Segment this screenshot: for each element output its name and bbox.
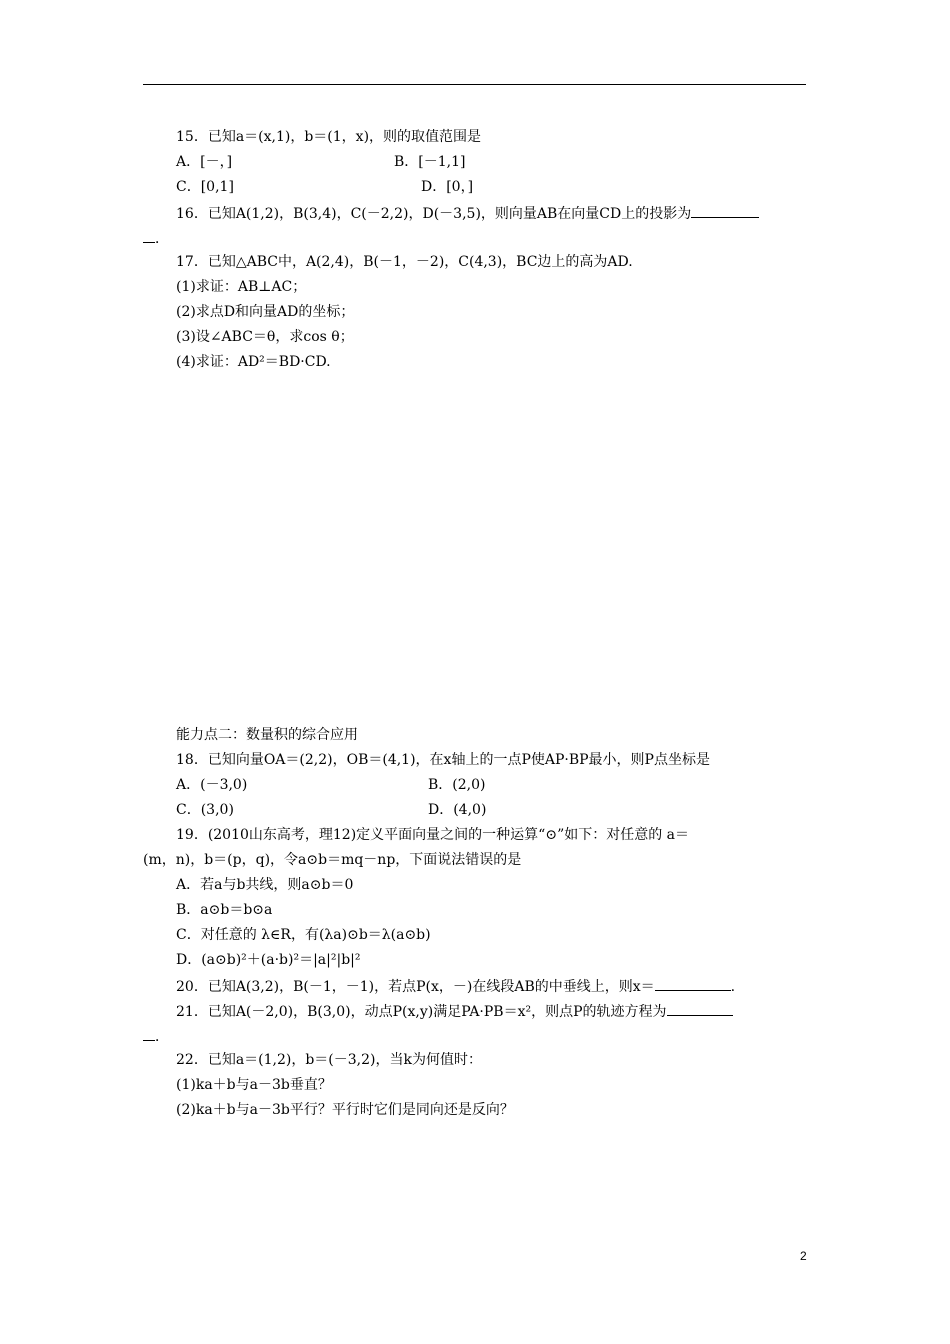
q21-end: ． [155,1029,169,1045]
q17-stem: 17．已知△ABC中，A(2,4)，B(－1，－2)，C(4,3)，BC边上的高为AD. [176,254,633,270]
q16-end-line [143,228,169,248]
q18-option-a: A．(－3,0) [176,777,248,793]
q17-part-2: (2)求点D和向量AD的坐标； [176,304,355,320]
q16-end: ． [155,231,169,247]
q15-option-b: B．[－1,1] [394,154,466,170]
q15-option-d: D．[0，] [421,179,474,195]
q21-stem-line [176,1001,733,1021]
q16-answer-blank [691,203,759,218]
q15-option-a: A．[－，] [176,154,233,170]
q19-option-b: B．a⊙b＝b⊙a [176,902,273,918]
q20-end: . [730,979,736,995]
q21-answer-blank-cont [143,1026,155,1041]
q19-stem-line1: 19．(2010山东高考，理12)定义平面向量之间的一种运算“⊙”如下：对任意的 a＝ [176,827,690,843]
q17-part-3: (3)设∠ABC＝θ，求cos θ； [176,329,354,345]
q22-part-2: (2)ka＋b与a－3b平行？平行时它们是同向还是反向？ [176,1102,514,1118]
q18-option-c: C．(3,0) [176,802,234,818]
q19-option-c: C．对任意的 λ∈R，有(λa)⊙b＝λ(a⊙b) [176,927,431,943]
q17-part-1: (1)求证：AB⊥AC； [176,279,307,295]
section-heading: 能力点二：数量积的综合应用 [176,727,358,743]
q21-answer-blank [667,1001,733,1016]
q22-part-1: (1)ka＋b与a－3b垂直？ [176,1077,332,1093]
q16-answer-blank-cont [143,228,155,243]
q16-stem: 16．已知A(1,2)，B(3,4)，C(－2,2)，D(－3,5)，则向量AB在向量CD上的投影为 [176,206,692,222]
header-rule [143,84,806,85]
q16-stem-line [176,203,759,223]
q20-stem: 20．已知A(3,2)，B(－1，－1)，若点P(x，－)在线段AB的中垂线上，则x＝ [176,979,655,995]
q22-stem: 22．已知a＝(1,2)，b＝(－3,2)，当k为何值时： [176,1052,482,1068]
q21-stem: 21．已知A(－2,0)，B(3,0)，动点P(x,y)满足PA·PB＝x²，则点P的轨迹方程为 [176,1004,667,1020]
q18-stem: 18．已知向量OA＝(2,2)，OB＝(4,1)，在x轴上的一点P使AP·BP最小，则P点坐标是 [176,752,710,768]
q17-part-4: (4)求证：AD²＝BD·CD. [176,354,331,370]
q15-stem: 15．已知a＝(x,1)，b＝(1，x)，则的取值范围是 [176,129,482,145]
q18-option-b: B．(2,0) [428,777,486,793]
q21-end-line [143,1026,169,1046]
q19-stem-line2: (m，n)，b＝(p，q)，令a⊙b＝mq－np，下面说法错误的是 [143,852,522,868]
q19-option-d: D．(a⊙b)²＋(a·b)²＝|a|²|b|² [176,952,361,968]
q19-option-a: A．若a与b共线，则a⊙b＝0 [176,877,354,893]
q18-option-d: D．(4,0) [428,802,487,818]
page-number: 2 [800,1249,807,1263]
q20-line [176,976,735,996]
q20-answer-blank [655,976,731,991]
q15-option-c: C．[0,1] [176,179,234,195]
